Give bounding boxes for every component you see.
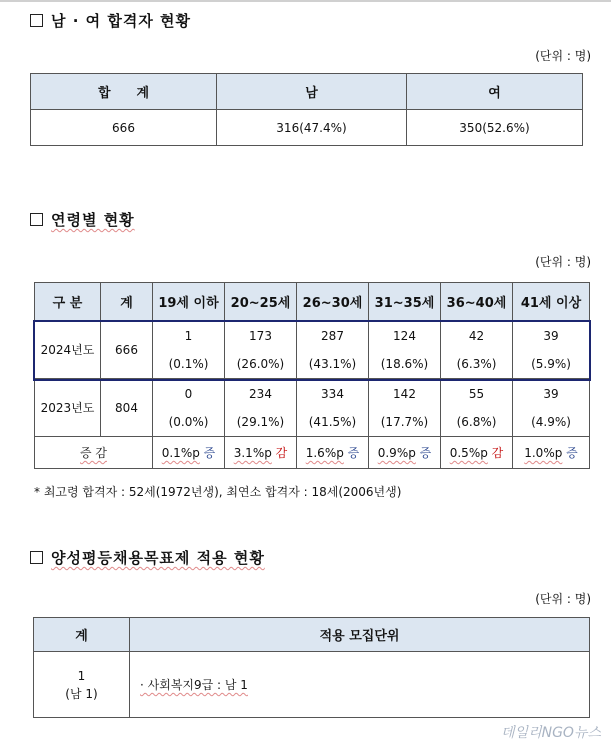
age-header-26-30: 26~30세 xyxy=(297,283,369,321)
percent: (4.9%) xyxy=(531,414,571,429)
change-value: 1.0%p xyxy=(524,446,563,460)
checkbox-square-icon xyxy=(30,14,43,27)
header-total: 합 계 xyxy=(31,74,217,110)
age-cell xyxy=(441,321,513,379)
checkbox-square-icon xyxy=(30,551,43,564)
header-male: 남 xyxy=(217,74,407,110)
change-value: 0.9%p xyxy=(377,446,416,460)
row-total: 666 xyxy=(101,321,153,379)
section3-title-text: 양성평등채용목표제 적용 현황 xyxy=(51,549,265,567)
row-total: 804 xyxy=(101,379,153,437)
age-cell xyxy=(297,321,369,379)
table-row xyxy=(35,321,590,379)
target-unit-detail xyxy=(130,652,590,718)
section2-title xyxy=(30,209,135,230)
value-female: 350(52.6%) xyxy=(407,110,583,146)
age-cell xyxy=(153,321,225,379)
percent: (26.0%) xyxy=(236,356,285,371)
change-cell xyxy=(153,437,225,469)
target-header-unit: 적용 모집단위 xyxy=(130,618,590,652)
age-cell xyxy=(225,379,297,437)
gender-table xyxy=(30,73,583,146)
change-direction: 감 xyxy=(491,446,504,460)
change-direction: 증 xyxy=(419,446,432,460)
target-table xyxy=(33,617,590,718)
change-value: 3.1%p xyxy=(233,446,272,460)
page-top-border xyxy=(0,0,611,2)
target-total-sub: (남 1) xyxy=(65,686,98,701)
age-table xyxy=(34,282,590,469)
row-label: 2023년도 xyxy=(35,379,101,437)
change-direction: 증 xyxy=(347,446,360,460)
count: 55 xyxy=(468,386,485,401)
section1-title-text: 남 · 여 합격자 현황 xyxy=(51,12,192,30)
change-cell xyxy=(297,437,369,469)
value-total: 666 xyxy=(31,110,217,146)
percent: (18.6%) xyxy=(380,356,429,371)
age-header-19-under: 19세 이하 xyxy=(153,283,225,321)
age-cell xyxy=(441,379,513,437)
age-header-total: 계 xyxy=(101,283,153,321)
section3-unit: (단위 : 명) xyxy=(535,592,591,606)
change-row xyxy=(35,437,590,469)
percent: (0.1%) xyxy=(168,356,209,371)
percent: (29.1%) xyxy=(236,414,285,429)
change-cell xyxy=(369,437,441,469)
age-cell xyxy=(153,379,225,437)
age-note: * 최고령 합격자 : 52세(1972년생), 최연소 합격자 : 18세(2006년생) xyxy=(34,485,402,499)
target-header-total: 계 xyxy=(34,618,130,652)
target-total-value: 1 xyxy=(77,668,86,683)
checkbox-square-icon xyxy=(30,213,43,226)
age-header-category: 구 분 xyxy=(35,283,101,321)
percent: (17.7%) xyxy=(380,414,429,429)
section3-title xyxy=(30,547,265,568)
section1-title xyxy=(30,10,191,31)
count: 39 xyxy=(543,386,559,401)
news-watermark: 데일리NGO뉴스 xyxy=(501,725,601,741)
change-cell xyxy=(513,437,590,469)
change-direction: 증 xyxy=(203,446,216,460)
count: 42 xyxy=(468,328,485,343)
count: 334 xyxy=(321,386,344,401)
header-female: 여 xyxy=(407,74,583,110)
age-cell xyxy=(225,321,297,379)
change-cell xyxy=(225,437,297,469)
row-label: 2024년도 xyxy=(35,321,101,379)
count: 0 xyxy=(184,386,193,401)
percent: (43.1%) xyxy=(308,356,357,371)
change-direction: 증 xyxy=(566,446,578,460)
section2-unit: (단위 : 명) xyxy=(535,255,591,269)
change-label xyxy=(35,437,153,469)
change-label-text: 증 감 xyxy=(80,446,107,460)
age-cell xyxy=(513,321,590,379)
count: 287 xyxy=(321,328,344,343)
count: 173 xyxy=(249,328,272,343)
age-cell xyxy=(369,379,441,437)
count: 1 xyxy=(184,328,193,343)
age-header-31-35: 31~35세 xyxy=(369,283,441,321)
percent: (0.0%) xyxy=(168,414,209,429)
age-header-36-40: 36~40세 xyxy=(441,283,513,321)
table-row xyxy=(35,379,590,437)
target-unit-detail-text: · 사회복지9급 : 남 1 xyxy=(140,678,248,692)
count: 234 xyxy=(249,386,272,401)
percent: (6.3%) xyxy=(456,356,497,371)
age-cell xyxy=(369,321,441,379)
change-value: 0.1%p xyxy=(161,446,200,460)
count: 142 xyxy=(393,386,416,401)
change-cell xyxy=(441,437,513,469)
age-cell xyxy=(513,379,590,437)
age-cell xyxy=(297,379,369,437)
percent: (6.8%) xyxy=(456,414,497,429)
section1-unit: (단위 : 명) xyxy=(535,49,591,63)
count: 39 xyxy=(543,328,559,343)
age-header-20-25: 20~25세 xyxy=(225,283,297,321)
age-header-41-over: 41세 이상 xyxy=(513,283,590,321)
value-male: 316(47.4%) xyxy=(217,110,407,146)
count: 124 xyxy=(393,328,416,343)
target-total xyxy=(34,652,130,718)
change-value: 0.5%p xyxy=(449,446,488,460)
change-value: 1.6%p xyxy=(305,446,344,460)
percent: (5.9%) xyxy=(531,356,571,371)
change-direction: 감 xyxy=(275,446,288,460)
section2-title-text: 연령별 현황 xyxy=(51,211,135,229)
percent: (41.5%) xyxy=(308,414,357,429)
